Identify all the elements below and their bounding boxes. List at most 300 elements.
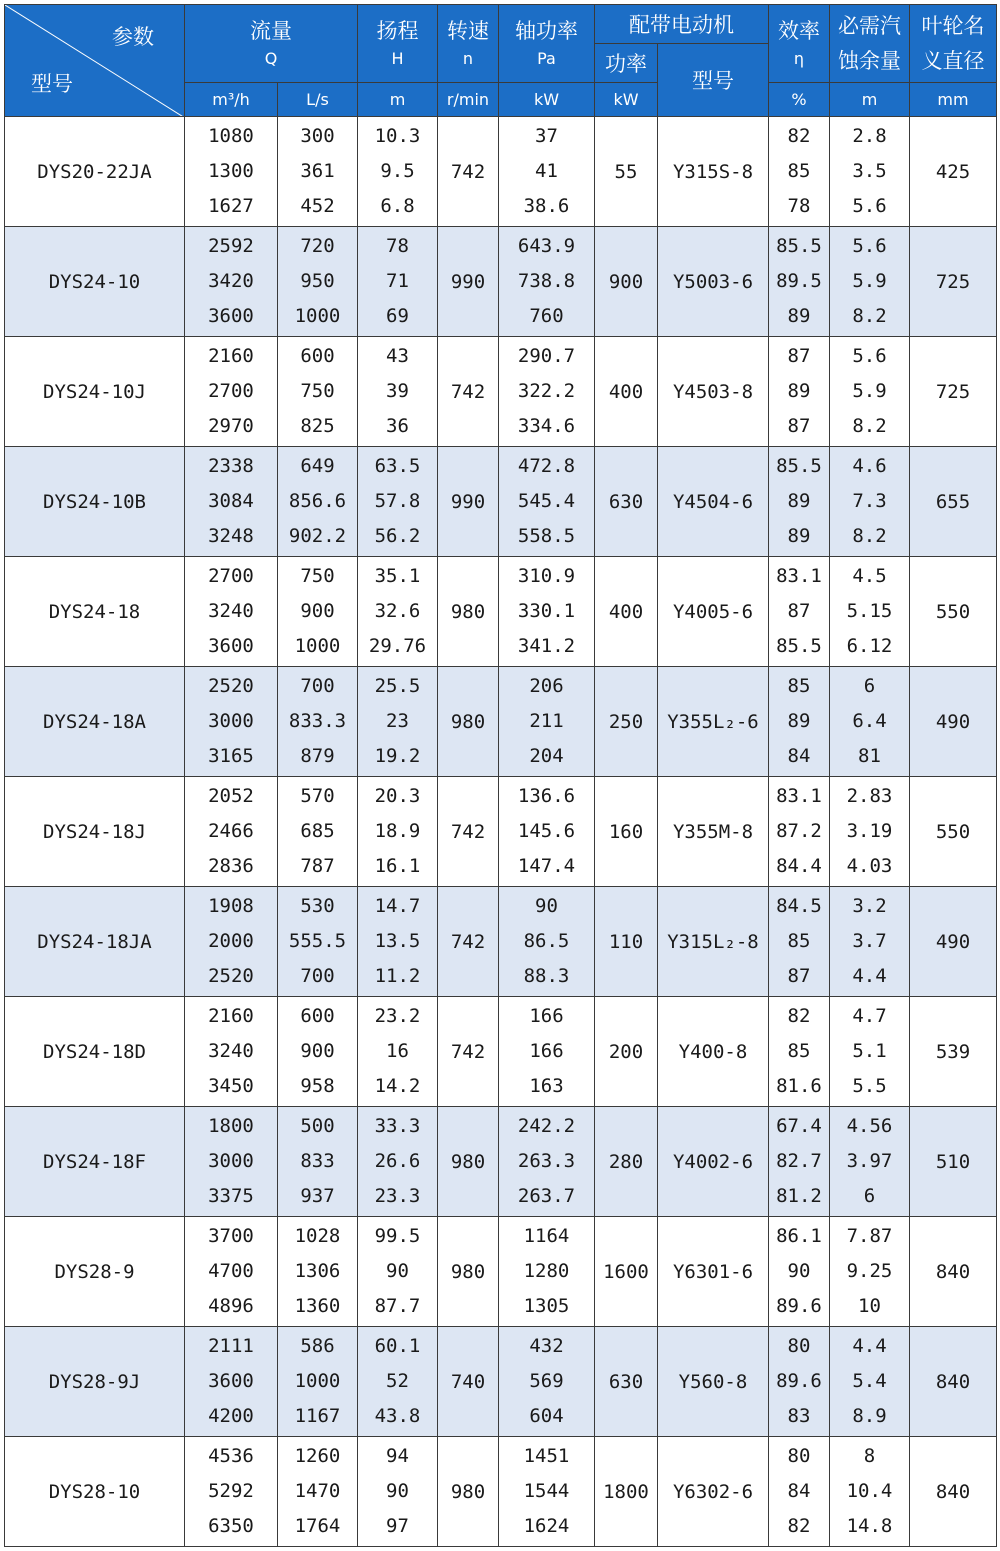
flow-m3h-cell-value: 3420 bbox=[208, 270, 254, 292]
head-cell-value: 56.2 bbox=[374, 525, 421, 547]
head-cell-value: 35.1 bbox=[374, 565, 421, 587]
flow-m3h-cell-value: 3000 bbox=[208, 1150, 254, 1172]
flow-m3h-cell-value: 3240 bbox=[208, 600, 254, 622]
npsh-cell bbox=[830, 667, 910, 777]
shaft-power-cell-value: 206 bbox=[529, 675, 564, 697]
efficiency-cell-value: 87 bbox=[787, 345, 811, 367]
flow-ls-cell bbox=[278, 1107, 358, 1217]
npsh-header bbox=[830, 5, 910, 83]
motor-model-cell: Y6301-6 bbox=[658, 1217, 769, 1327]
table-body bbox=[5, 117, 997, 1547]
flow-m3h-cell bbox=[185, 227, 278, 337]
impeller-cell: 840 bbox=[910, 1217, 997, 1327]
flow-ls-cell-value: 1260 bbox=[294, 1445, 341, 1467]
model-cell: DYS24-18JA bbox=[5, 887, 185, 997]
npsh-cell-value: 10.4 bbox=[846, 1480, 893, 1502]
shaft-power-cell-value: 166 bbox=[529, 1005, 564, 1027]
efficiency-cell bbox=[769, 1327, 830, 1437]
flow-header bbox=[185, 5, 358, 83]
shaft-power-cell bbox=[499, 1437, 595, 1547]
flow-ls-cell bbox=[278, 447, 358, 557]
flow-ls-cell bbox=[278, 667, 358, 777]
efficiency-cell-value: 85.5 bbox=[776, 635, 822, 657]
flow-ls-cell-value: 300 bbox=[300, 125, 335, 147]
flow-ls-cell-value: 700 bbox=[300, 675, 335, 697]
npsh-cell-value: 8.2 bbox=[852, 415, 887, 437]
efficiency-cell-value: 90 bbox=[787, 1260, 811, 1282]
shaft-power-cell-value: 147.4 bbox=[517, 855, 576, 877]
flow-m3h-cell-value: 5292 bbox=[208, 1480, 254, 1502]
npsh-cell bbox=[830, 777, 910, 887]
table-row bbox=[5, 1437, 997, 1547]
speed-cell: 980 bbox=[438, 1437, 499, 1547]
flow-ls-cell-value: 937 bbox=[300, 1185, 335, 1207]
efficiency-cell-value: 89.6 bbox=[776, 1370, 822, 1392]
head-cell-value: 32.6 bbox=[374, 600, 421, 622]
head-cell bbox=[358, 1107, 438, 1217]
flow-ls-cell-value: 1764 bbox=[294, 1515, 341, 1537]
model-cell: DYS24-18 bbox=[5, 557, 185, 667]
npsh-cell-value: 4.03 bbox=[846, 855, 893, 877]
table-row bbox=[5, 997, 997, 1107]
npsh-cell-value: 3.7 bbox=[852, 930, 887, 952]
head-cell-value: 90 bbox=[386, 1260, 409, 1282]
head-label: 扬程 bbox=[376, 18, 419, 43]
shaft-power-cell-value: 41 bbox=[535, 160, 558, 182]
flow-m3h-cell-value: 4700 bbox=[208, 1260, 254, 1282]
flow-m3h-cell-value: 3600 bbox=[208, 635, 254, 657]
flow-ls-cell-value: 750 bbox=[300, 565, 335, 587]
shaft-power-cell bbox=[499, 1327, 595, 1437]
npsh-label: 必需汽蚀余量 bbox=[838, 13, 901, 73]
efficiency-cell-value: 67.4 bbox=[776, 1115, 822, 1137]
shaft-power-cell-value: 558.5 bbox=[517, 525, 576, 547]
impeller-cell: 655 bbox=[910, 447, 997, 557]
motor-model-cell: Y4005-6 bbox=[658, 557, 769, 667]
head-cell-value: 20.3 bbox=[374, 785, 421, 807]
flow-ls-cell bbox=[278, 1437, 358, 1547]
efficiency-cell bbox=[769, 117, 830, 227]
unit-flow-m3h: m³/h bbox=[185, 83, 278, 117]
flow-ls-cell bbox=[278, 337, 358, 447]
flow-ls-cell-value: 1470 bbox=[294, 1480, 341, 1502]
efficiency-cell-value: 85.5 bbox=[776, 235, 822, 257]
shaft-power-header bbox=[499, 5, 595, 83]
flow-ls-cell-value: 958 bbox=[300, 1075, 335, 1097]
efficiency-cell bbox=[769, 777, 830, 887]
shaft-power-cell-value: 37 bbox=[535, 125, 558, 147]
efficiency-header bbox=[769, 5, 830, 83]
efficiency-cell-value: 84 bbox=[787, 745, 811, 767]
npsh-cell-value: 3.19 bbox=[846, 820, 893, 842]
npsh-cell-value: 2.83 bbox=[846, 785, 893, 807]
unit-shaft-power: kW bbox=[499, 83, 595, 117]
efficiency-cell-value: 80 bbox=[787, 1335, 811, 1357]
flow-ls-cell-value: 787 bbox=[300, 855, 335, 877]
flow-symbol: Q bbox=[264, 48, 278, 68]
head-cell-value: 26.6 bbox=[374, 1150, 421, 1172]
head-cell bbox=[358, 777, 438, 887]
npsh-cell bbox=[830, 117, 910, 227]
motor-model-cell: Y4002-6 bbox=[658, 1107, 769, 1217]
flow-m3h-cell-value: 3248 bbox=[208, 525, 254, 547]
head-cell-value: 60.1 bbox=[374, 1335, 421, 1357]
flow-ls-cell bbox=[278, 1217, 358, 1327]
flow-m3h-cell-value: 4200 bbox=[208, 1405, 254, 1427]
efficiency-cell bbox=[769, 227, 830, 337]
shaft-power-cell-value: 136.6 bbox=[517, 785, 576, 807]
head-cell-value: 14.2 bbox=[374, 1075, 421, 1097]
npsh-cell-value: 5.5 bbox=[852, 1075, 887, 1097]
flow-m3h-cell-value: 3450 bbox=[208, 1075, 254, 1097]
shaft-power-cell-value: 569 bbox=[529, 1370, 564, 1392]
shaft-power-cell-value: 1451 bbox=[523, 1445, 570, 1467]
shaft-power-cell-value: 1164 bbox=[523, 1225, 570, 1247]
flow-m3h-cell-value: 2520 bbox=[208, 965, 254, 987]
table-row bbox=[5, 1107, 997, 1217]
speed-symbol: n bbox=[462, 48, 474, 68]
shaft-power-cell-value: 263.7 bbox=[517, 1185, 576, 1207]
npsh-cell bbox=[830, 997, 910, 1107]
flow-m3h-cell-value: 3700 bbox=[208, 1225, 254, 1247]
flow-m3h-cell bbox=[185, 667, 278, 777]
head-cell bbox=[358, 117, 438, 227]
speed-cell: 990 bbox=[438, 227, 499, 337]
shaft-power-cell-value: 1305 bbox=[523, 1295, 570, 1317]
npsh-cell bbox=[830, 337, 910, 447]
head-cell-value: 19.2 bbox=[374, 745, 421, 767]
flow-ls-cell-value: 700 bbox=[300, 965, 335, 987]
flow-ls-cell-value: 720 bbox=[300, 235, 335, 257]
motor-header: 配带电动机 bbox=[595, 5, 769, 44]
impeller-cell: 490 bbox=[910, 887, 997, 997]
motor-model-header: 型号 bbox=[658, 44, 769, 117]
impeller-cell: 539 bbox=[910, 997, 997, 1107]
corner-header bbox=[5, 5, 185, 117]
npsh-cell-value: 5.9 bbox=[852, 270, 887, 292]
npsh-cell-value: 7.87 bbox=[846, 1225, 893, 1247]
flow-ls-cell-value: 530 bbox=[300, 895, 335, 917]
efficiency-cell-value: 84.5 bbox=[776, 895, 822, 917]
model-cell: DYS24-10B bbox=[5, 447, 185, 557]
head-cell-value: 9.5 bbox=[380, 160, 415, 182]
efficiency-cell bbox=[769, 887, 830, 997]
npsh-cell bbox=[830, 557, 910, 667]
corner-diagonal bbox=[5, 5, 185, 117]
impeller-cell: 510 bbox=[910, 1107, 997, 1217]
head-cell-value: 43.8 bbox=[374, 1405, 421, 1427]
flow-ls-cell bbox=[278, 997, 358, 1107]
efficiency-cell bbox=[769, 997, 830, 1107]
head-cell-value: 36 bbox=[386, 415, 409, 437]
flow-m3h-cell-value: 3600 bbox=[208, 1370, 254, 1392]
motor-model-cell: Y315S-8 bbox=[658, 117, 769, 227]
flow-ls-cell bbox=[278, 557, 358, 667]
head-cell bbox=[358, 227, 438, 337]
flow-ls-cell-value: 879 bbox=[300, 745, 335, 767]
efficiency-cell-value: 87 bbox=[787, 415, 811, 437]
head-cell bbox=[358, 1217, 438, 1327]
model-cell: DYS28-10 bbox=[5, 1437, 185, 1547]
npsh-cell-value: 5.6 bbox=[852, 195, 887, 217]
flow-ls-cell-value: 900 bbox=[300, 600, 335, 622]
motor-power-cell: 400 bbox=[595, 337, 658, 447]
efficiency-cell-value: 86.1 bbox=[776, 1225, 822, 1247]
head-cell bbox=[358, 337, 438, 447]
model-cell: DYS24-18F bbox=[5, 1107, 185, 1217]
npsh-cell-value: 5.4 bbox=[852, 1370, 887, 1392]
table-row bbox=[5, 337, 997, 447]
unit-efficiency: % bbox=[769, 83, 830, 117]
flow-m3h-cell-value: 2592 bbox=[208, 235, 254, 257]
flow-ls-cell-value: 600 bbox=[300, 345, 335, 367]
impeller-cell: 840 bbox=[910, 1437, 997, 1547]
npsh-cell bbox=[830, 1437, 910, 1547]
flow-m3h-cell bbox=[185, 447, 278, 557]
npsh-cell-value: 5.1 bbox=[852, 1040, 887, 1062]
shaft-power-cell bbox=[499, 1107, 595, 1217]
npsh-cell-value: 7.3 bbox=[852, 490, 887, 512]
efficiency-cell-value: 87.2 bbox=[776, 820, 822, 842]
flow-m3h-cell-value: 2836 bbox=[208, 855, 254, 877]
efficiency-cell-value: 89 bbox=[787, 710, 811, 732]
head-cell-value: 23 bbox=[386, 710, 409, 732]
shaft-power-cell bbox=[499, 117, 595, 227]
shaft-power-cell-value: 1544 bbox=[523, 1480, 570, 1502]
speed-cell: 742 bbox=[438, 117, 499, 227]
shaft-power-cell-value: 90 bbox=[535, 895, 558, 917]
motor-power-cell: 250 bbox=[595, 667, 658, 777]
flow-ls-cell-value: 825 bbox=[300, 415, 335, 437]
flow-ls-cell-value: 555.5 bbox=[288, 930, 347, 952]
flow-ls-cell-value: 600 bbox=[300, 1005, 335, 1027]
flow-ls-cell-value: 586 bbox=[300, 1335, 335, 1357]
shaft-power-cell-value: 322.2 bbox=[517, 380, 576, 402]
model-cell: DYS28-9J bbox=[5, 1327, 185, 1437]
speed-cell: 742 bbox=[438, 887, 499, 997]
unit-npsh: m bbox=[830, 83, 910, 117]
shaft-power-cell-value: 163 bbox=[529, 1075, 564, 1097]
motor-model-cell: Y315L₂-8 bbox=[658, 887, 769, 997]
motor-model-cell: Y4503-8 bbox=[658, 337, 769, 447]
unit-impeller: mm bbox=[910, 83, 997, 117]
efficiency-cell bbox=[769, 667, 830, 777]
motor-power-cell: 160 bbox=[595, 777, 658, 887]
npsh-cell bbox=[830, 1107, 910, 1217]
head-cell-value: 16 bbox=[386, 1040, 409, 1062]
model-cell: DYS20-22JA bbox=[5, 117, 185, 227]
shaft-power-cell-value: 86.5 bbox=[523, 930, 570, 952]
motor-power-cell: 1800 bbox=[595, 1437, 658, 1547]
flow-ls-cell bbox=[278, 227, 358, 337]
flow-ls-cell-value: 570 bbox=[300, 785, 335, 807]
efficiency-cell-value: 89 bbox=[787, 525, 811, 547]
shaft-power-cell-value: 290.7 bbox=[517, 345, 576, 367]
head-cell-value: 63.5 bbox=[374, 455, 421, 477]
efficiency-cell-value: 89.6 bbox=[776, 1295, 822, 1317]
flow-m3h-cell bbox=[185, 887, 278, 997]
speed-cell: 980 bbox=[438, 557, 499, 667]
motor-model-cell: Y4504-6 bbox=[658, 447, 769, 557]
npsh-cell-value: 10 bbox=[858, 1295, 881, 1317]
shaft-power-cell-value: 166 bbox=[529, 1040, 564, 1062]
speed-cell: 742 bbox=[438, 997, 499, 1107]
head-cell-value: 43 bbox=[386, 345, 409, 367]
head-cell-value: 52 bbox=[386, 1370, 409, 1392]
head-cell-value: 25.5 bbox=[374, 675, 421, 697]
head-cell-value: 23.3 bbox=[374, 1185, 421, 1207]
flow-m3h-cell bbox=[185, 1327, 278, 1437]
shaft-power-cell bbox=[499, 557, 595, 667]
npsh-cell-value: 5.6 bbox=[852, 235, 887, 257]
shaft-power-label: 轴功率 bbox=[515, 18, 578, 43]
efficiency-cell-value: 89 bbox=[787, 380, 811, 402]
flow-m3h-cell-value: 1800 bbox=[208, 1115, 254, 1137]
flow-m3h-cell-value: 4896 bbox=[208, 1295, 254, 1317]
efficiency-cell-value: 82 bbox=[787, 125, 811, 147]
impeller-cell: 725 bbox=[910, 227, 997, 337]
efficiency-cell-value: 81.6 bbox=[776, 1075, 822, 1097]
flow-m3h-cell-value: 3084 bbox=[208, 490, 254, 512]
flow-m3h-cell bbox=[185, 777, 278, 887]
head-cell-value: 57.8 bbox=[374, 490, 421, 512]
head-cell-value: 16.1 bbox=[374, 855, 421, 877]
shaft-power-cell bbox=[499, 1217, 595, 1327]
speed-cell: 990 bbox=[438, 447, 499, 557]
speed-cell: 742 bbox=[438, 337, 499, 447]
efficiency-cell-value: 85 bbox=[787, 1040, 811, 1062]
flow-m3h-cell-value: 3240 bbox=[208, 1040, 254, 1062]
efficiency-cell-value: 89 bbox=[787, 490, 811, 512]
corner-model-label: 型号 bbox=[31, 72, 73, 96]
flow-ls-cell-value: 902.2 bbox=[288, 525, 347, 547]
flow-m3h-cell-value: 1627 bbox=[208, 195, 254, 217]
npsh-cell-value: 6 bbox=[863, 675, 876, 697]
flow-label: 流量 bbox=[250, 18, 292, 43]
flow-m3h-cell-value: 3000 bbox=[208, 710, 254, 732]
motor-power-cell: 200 bbox=[595, 997, 658, 1107]
head-cell-value: 69 bbox=[386, 305, 409, 327]
unit-motor-power: kW bbox=[595, 83, 658, 117]
efficiency-cell bbox=[769, 1217, 830, 1327]
flow-m3h-cell-value: 4536 bbox=[208, 1445, 254, 1467]
efficiency-cell-value: 89.5 bbox=[776, 270, 822, 292]
table-row bbox=[5, 117, 997, 227]
table-row bbox=[5, 447, 997, 557]
head-cell-value: 29.76 bbox=[368, 635, 427, 657]
efficiency-cell-value: 87 bbox=[787, 600, 811, 622]
efficiency-cell bbox=[769, 337, 830, 447]
spec-table-container bbox=[4, 4, 997, 1547]
model-cell: DYS24-10J bbox=[5, 337, 185, 447]
efficiency-cell-value: 85 bbox=[787, 675, 811, 697]
table-row bbox=[5, 1327, 997, 1437]
flow-ls-cell-value: 1000 bbox=[294, 1370, 341, 1392]
flow-m3h-cell bbox=[185, 997, 278, 1107]
efficiency-cell-value: 83.1 bbox=[776, 565, 822, 587]
flow-ls-cell-value: 750 bbox=[300, 380, 335, 402]
npsh-cell-value: 81 bbox=[858, 745, 881, 767]
efficiency-cell-value: 82.7 bbox=[776, 1150, 822, 1172]
head-cell bbox=[358, 997, 438, 1107]
shaft-power-cell-value: 38.6 bbox=[523, 195, 570, 217]
flow-m3h-cell-value: 2700 bbox=[208, 565, 254, 587]
flow-ls-cell-value: 1167 bbox=[294, 1405, 341, 1427]
head-cell-value: 94 bbox=[386, 1445, 409, 1467]
head-cell bbox=[358, 447, 438, 557]
npsh-cell-value: 2.8 bbox=[852, 125, 887, 147]
efficiency-cell-value: 83.1 bbox=[776, 785, 822, 807]
flow-m3h-cell-value: 2466 bbox=[208, 820, 254, 842]
motor-power-cell: 630 bbox=[595, 447, 658, 557]
shaft-power-cell bbox=[499, 777, 595, 887]
flow-m3h-cell-value: 2000 bbox=[208, 930, 254, 952]
head-cell-value: 97 bbox=[386, 1515, 409, 1537]
shaft-power-cell-value: 310.9 bbox=[517, 565, 576, 587]
npsh-cell-value: 8.2 bbox=[852, 305, 887, 327]
flow-m3h-cell-value: 3375 bbox=[208, 1185, 254, 1207]
head-cell-value: 23.2 bbox=[374, 1005, 421, 1027]
flow-ls-cell-value: 1306 bbox=[294, 1260, 341, 1282]
shaft-power-cell bbox=[499, 227, 595, 337]
motor-model-cell: Y5003-6 bbox=[658, 227, 769, 337]
shaft-power-cell-value: 1280 bbox=[523, 1260, 570, 1282]
model-cell: DYS24-18J bbox=[5, 777, 185, 887]
speed-cell: 740 bbox=[438, 1327, 499, 1437]
head-cell-value: 33.3 bbox=[374, 1115, 421, 1137]
motor-power-cell: 900 bbox=[595, 227, 658, 337]
shaft-power-cell-value: 738.8 bbox=[517, 270, 576, 292]
efficiency-cell bbox=[769, 447, 830, 557]
efficiency-cell-value: 85 bbox=[787, 160, 811, 182]
impeller-label: 叶轮名义直径 bbox=[921, 13, 985, 73]
unit-head: m bbox=[358, 83, 438, 117]
flow-ls-cell bbox=[278, 887, 358, 997]
flow-ls-cell bbox=[278, 1327, 358, 1437]
flow-ls-cell-value: 1000 bbox=[294, 635, 341, 657]
flow-m3h-cell bbox=[185, 1437, 278, 1547]
motor-power-cell: 280 bbox=[595, 1107, 658, 1217]
head-cell-value: 71 bbox=[386, 270, 409, 292]
flow-m3h-cell bbox=[185, 1107, 278, 1217]
impeller-cell: 725 bbox=[910, 337, 997, 447]
table-row bbox=[5, 667, 997, 777]
flow-ls-cell-value: 1000 bbox=[294, 305, 341, 327]
speed-cell: 980 bbox=[438, 667, 499, 777]
npsh-cell bbox=[830, 1327, 910, 1437]
npsh-cell bbox=[830, 887, 910, 997]
head-cell bbox=[358, 887, 438, 997]
flow-m3h-cell-value: 2520 bbox=[208, 675, 254, 697]
flow-ls-cell-value: 500 bbox=[300, 1115, 335, 1137]
efficiency-symbol: η bbox=[793, 48, 805, 68]
head-cell-value: 11.2 bbox=[374, 965, 421, 987]
shaft-power-cell bbox=[499, 337, 595, 447]
npsh-cell-value: 4.4 bbox=[852, 1335, 887, 1357]
flow-m3h-cell bbox=[185, 117, 278, 227]
head-cell-value: 90 bbox=[386, 1480, 409, 1502]
head-header bbox=[358, 5, 438, 83]
flow-m3h-cell-value: 1300 bbox=[208, 160, 254, 182]
flow-m3h-cell bbox=[185, 557, 278, 667]
flow-m3h-cell-value: 2160 bbox=[208, 345, 254, 367]
motor-power-header: 功率 bbox=[595, 44, 658, 83]
npsh-cell-value: 3.97 bbox=[846, 1150, 893, 1172]
table-header bbox=[5, 5, 997, 117]
efficiency-cell-value: 89 bbox=[787, 305, 811, 327]
table-row bbox=[5, 1217, 997, 1327]
motor-model-cell: Y560-8 bbox=[658, 1327, 769, 1437]
